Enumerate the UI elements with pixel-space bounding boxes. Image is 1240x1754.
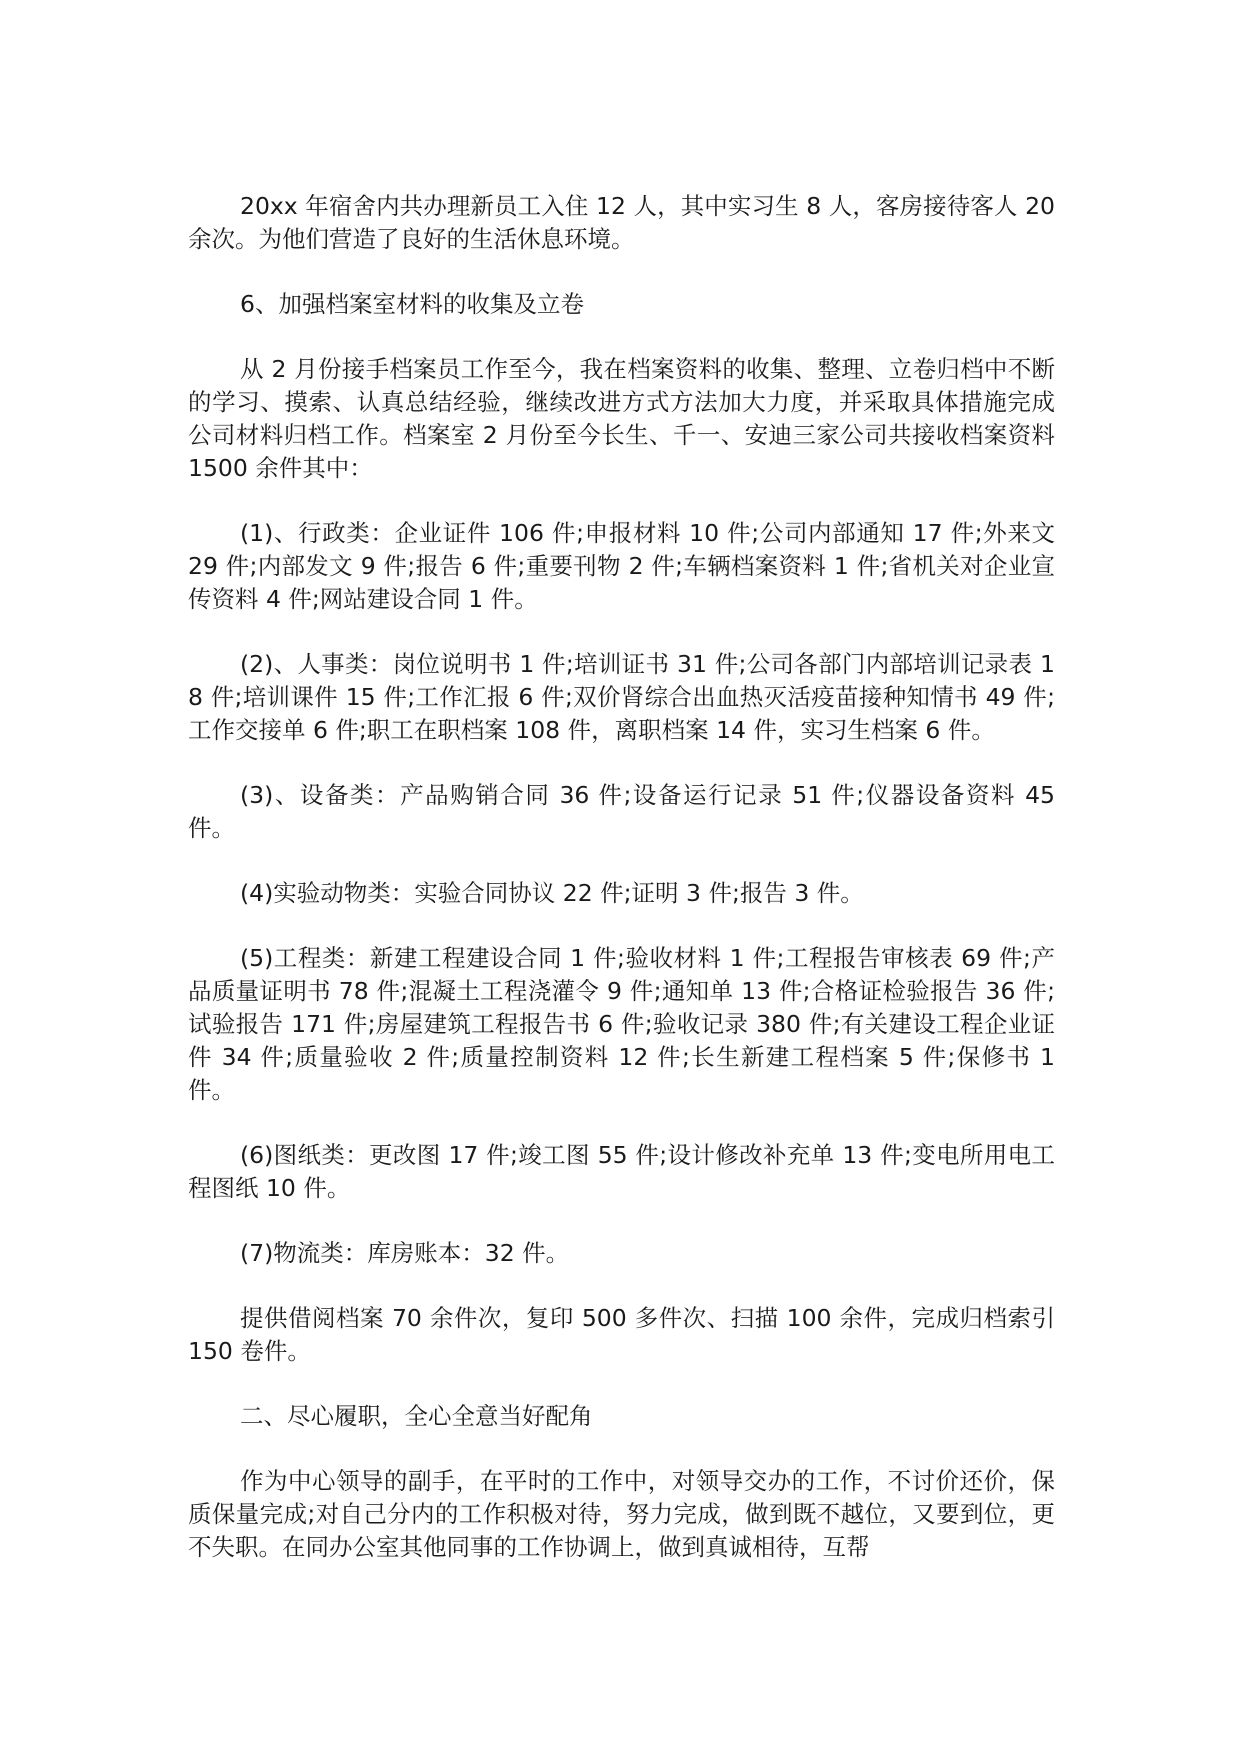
paragraph-engineering-category: (5)工程类：新建工程建设合同 1 件;验收材料 1 件;工程报告审核表 69 件;产品质量证明书 78 件;混凝土工程浇灌令 9 件;通知单 13 件;合格证检验报告 36 件;试验报告 171 件;房屋建筑工程报告书 6 件;验收记录 380 件;有关建设工程企业证件 34 件;质量验收 2 件;质量控制资料 12 件;长生新建工程档案 5 件;保修书 1 件。 bbox=[188, 944, 1055, 1104]
paragraph-deputy-duties: 作为中心领导的副手，在平时的工作中，对领导交办的工作，不讨价还价，保质保量完成;对自己分内的工作积极对待，努力完成，做到既不越位，又要到位，更不失职。在同办公室其他同事的工作协调上，做到真诚相待，互帮 bbox=[188, 1467, 1055, 1561]
section-heading-archive-collection: 6、加强档案室材料的收集及立卷 bbox=[240, 290, 584, 318]
paragraph-drawings-category: (6)图纸类：更改图 17 件;竣工图 55 件;设计修改补充单 13 件;变电所用电工程图纸 10 件。 bbox=[188, 1141, 1055, 1202]
paragraph-personnel-category: (2)、人事类：岗位说明书 1 件;培训证书 31 件;公司各部门内部培训记录表 18 件;培训课件 15 件;工作汇报 6 件;双价肾综合出血热灭活疫苗接种知情书 49 件;工作交接单 6 件;职工在职档案 108 件，离职档案 14 件，实习生档案 6 件。 bbox=[188, 650, 1055, 744]
paragraph-borrowing-stats: 提供借阅档案 70 余件次，复印 500 多件次、扫描 100 余件，完成归档索引 150 卷件。 bbox=[188, 1304, 1055, 1365]
paragraph-lab-animal-category: (4)实验动物类：实验合同协议 22 件;证明 3 件;报告 3 件。 bbox=[240, 879, 864, 907]
paragraph-equipment-category: (3)、设备类：产品购销合同 36 件;设备运行记录 51 件;仪器设备资料 45 件。 bbox=[188, 781, 1055, 842]
paragraph-administrative-category: (1)、行政类：企业证件 106 件;申报材料 10 件;公司内部通知 17 件;外来文 29 件;内部发文 9 件;报告 6 件;重要刊物 2 件;车辆档案资料 1 件;省机关对企业宣传资料 4 件;网站建设合同 1 件。 bbox=[188, 519, 1055, 613]
section-heading-supporting-role: 二、尽心履职，全心全意当好配角 bbox=[240, 1402, 593, 1430]
paragraph-archive-work: 从 2 月份接手档案员工作至今，我在档案资料的收集、整理、立卷归档中不断的学习、摸索、认真总结经验，继续改进方式方法加大力度，并采取具体措施完成公司材料归档工作。档案室 2 月份至今长生、千一、安迪三家公司共接收档案资料 1500 余件其中： bbox=[188, 355, 1055, 482]
paragraph-dormitory-summary: 20xx 年宿舍内共办理新员工入住 12 人，其中实习生 8 人，客房接待客人 20 余次。为他们营造了良好的生活休息环境。 bbox=[188, 192, 1055, 253]
paragraph-logistics-category: (7)物流类：库房账本：32 件。 bbox=[240, 1239, 570, 1267]
